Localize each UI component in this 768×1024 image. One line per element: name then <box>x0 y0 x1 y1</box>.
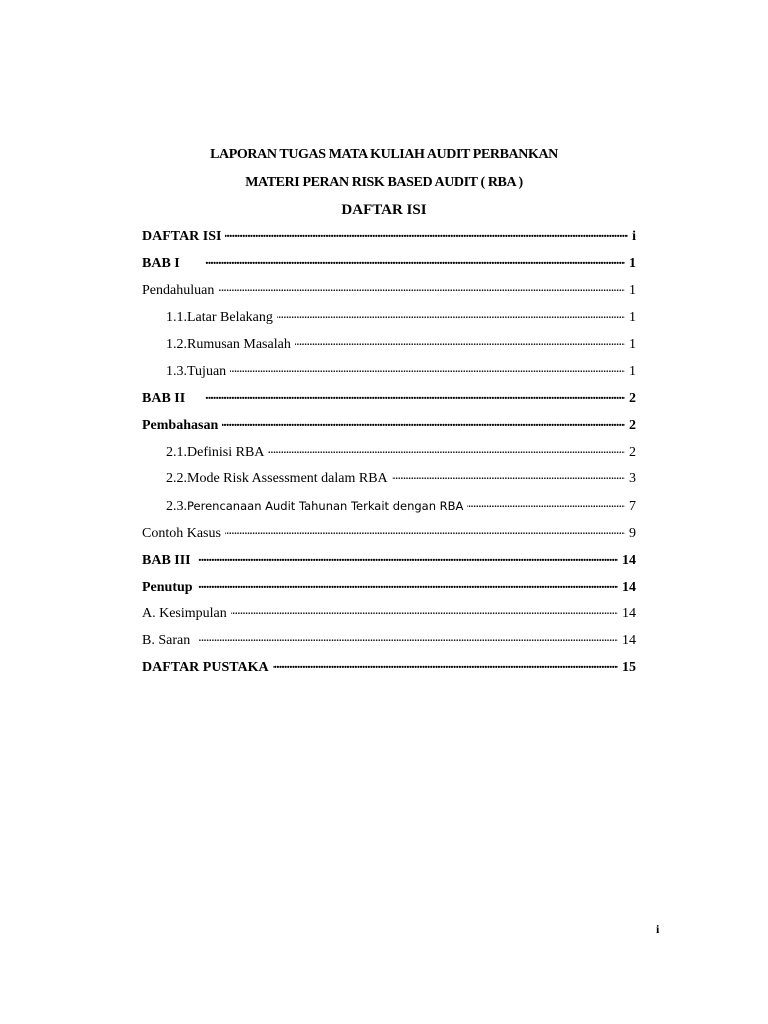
toc-entry-page: 1 <box>629 256 636 271</box>
toc-entry-label: 1.1.Latar Belakang <box>166 310 273 325</box>
toc-entry-label: Contoh Kasus <box>142 526 221 541</box>
toc-entry-page: 1 <box>629 283 636 298</box>
toc-entry-label: BAB I <box>142 256 180 271</box>
toc-entry-pembahasan[interactable] <box>142 415 636 437</box>
page-number: i <box>656 922 660 936</box>
toc-entry-page: 1 <box>629 310 636 325</box>
toc-entry-page: 1 <box>629 364 636 379</box>
toc-entry-page: 15 <box>622 660 636 675</box>
toc-entry-page: 14 <box>622 633 636 648</box>
toc-entry-label: DAFTAR ISI <box>142 229 222 244</box>
toc-leader-dots <box>189 388 625 402</box>
toc-leader-dots <box>225 226 628 240</box>
toc-leader-dots <box>194 630 618 644</box>
toc-entry-page: 14 <box>622 606 636 621</box>
toc-entry-label: Pendahuluan <box>142 283 215 298</box>
toc-entry-bab-3[interactable] <box>142 550 636 572</box>
toc-entry-number: 2.3. <box>166 499 187 514</box>
toc-leader-dots <box>225 523 625 537</box>
toc-leader-dots <box>295 334 625 348</box>
toc-entry-label: 2.1.Definisi RBA <box>166 445 265 460</box>
toc-entry-page: 1 <box>629 337 636 352</box>
toc-leader-dots <box>218 280 625 294</box>
toc-entry-label <box>166 499 463 515</box>
toc-entry-rumusan-masalah[interactable] <box>142 334 636 356</box>
toc-entry-pendahuluan[interactable] <box>142 280 636 302</box>
toc-entry-page: 7 <box>629 499 636 514</box>
toc-heading: DAFTAR ISI <box>341 202 427 218</box>
toc-entry-tujuan[interactable] <box>142 361 636 383</box>
toc-leader-dots <box>392 468 625 482</box>
toc-entry-kesimpulan[interactable] <box>142 603 636 625</box>
toc-leader-dots <box>273 657 618 671</box>
toc-leader-dots <box>467 496 625 510</box>
toc-entry-daftar-isi[interactable] <box>142 226 636 248</box>
toc-entry-label: A. Kesimpulan <box>142 606 227 621</box>
toc-leader-dots <box>195 550 618 564</box>
toc-entry-label: B. Saran <box>142 633 191 648</box>
toc-entry-label: 1.2.Rumusan Masalah <box>166 337 291 352</box>
toc-leader-dots <box>197 577 618 591</box>
toc-entry-page: 9 <box>629 526 636 541</box>
toc-entry-latar-belakang[interactable] <box>142 307 636 329</box>
toc-leader-dots <box>277 307 625 321</box>
toc-leader-dots <box>231 603 618 617</box>
toc-entry-label: Penutup <box>142 580 193 595</box>
toc-entry-perencanaan-audit[interactable] <box>142 496 636 518</box>
toc-entry-mode-risk-assessment[interactable] <box>142 468 636 490</box>
toc-entry-page: 2 <box>629 445 636 460</box>
toc-leader-dots <box>230 361 625 375</box>
toc-entry-penutup[interactable] <box>142 577 636 599</box>
toc-entry-label: Pembahasan <box>142 418 219 433</box>
toc-entry-label: BAB III <box>142 553 191 568</box>
toc-entry-label: 1.3.Tujuan <box>166 364 227 379</box>
toc-entry-saran[interactable] <box>142 630 636 652</box>
toc-leader-dots <box>268 442 625 456</box>
toc-entry-bab-1[interactable] <box>142 253 636 275</box>
toc-entry-text: Perencanaan Audit Tahunan Terkait dengan RBA <box>187 499 464 513</box>
toc-entry-bab-2[interactable] <box>142 388 636 410</box>
toc-leader-dots <box>222 415 625 429</box>
report-subtitle: MATERI PERAN RISK BASED AUDIT ( RBA ) <box>245 175 523 190</box>
toc-entry-label: BAB II <box>142 391 186 406</box>
report-title: LAPORAN TUGAS MATA KULIAH AUDIT PERBANKAN <box>210 147 558 162</box>
toc-entry-page: i <box>632 229 636 244</box>
toc-entry-definisi-rba[interactable] <box>142 442 636 464</box>
toc-entry-contoh-kasus[interactable] <box>142 523 636 545</box>
toc-entry-label: 2.2.Mode Risk Assessment dalam RBA <box>166 471 388 486</box>
toc-entry-page: 14 <box>622 580 636 595</box>
toc-entry-page: 14 <box>622 553 636 568</box>
toc-entry-label: DAFTAR PUSTAKA <box>142 660 269 675</box>
toc-leader-dots <box>184 253 625 267</box>
toc-entry-page: 2 <box>629 418 636 433</box>
toc-entry-page: 2 <box>629 391 636 406</box>
toc-entry-page: 3 <box>629 471 636 486</box>
toc-entry-daftar-pustaka[interactable] <box>142 657 636 679</box>
